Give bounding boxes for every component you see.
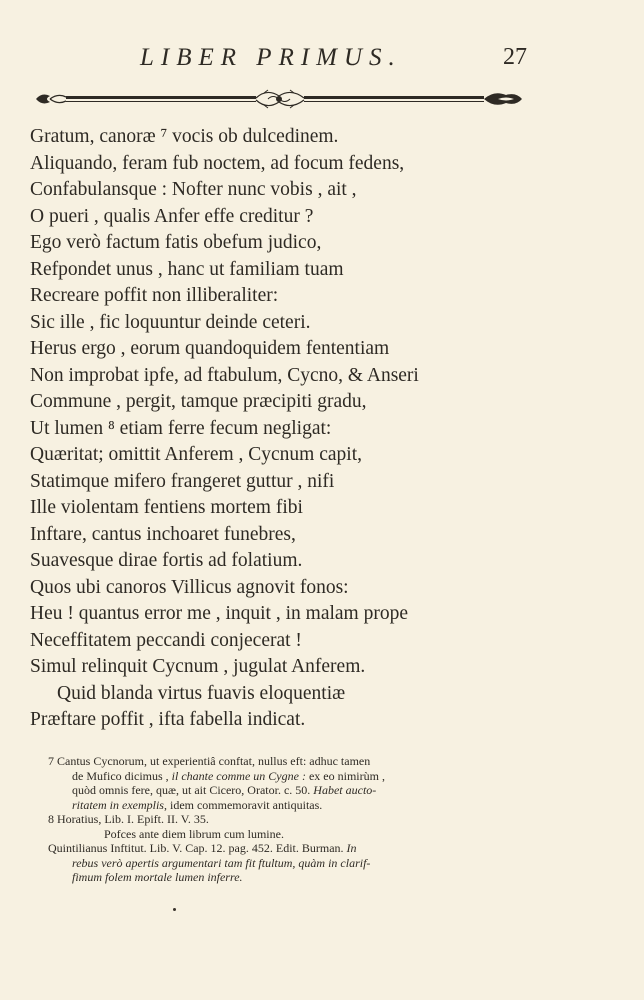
footnote-italic-text: In <box>346 841 357 855</box>
verse-line: Herus ergo , eorum quandoquidem fententiam <box>30 338 390 359</box>
footnote-italic-text: ritatem in exemplis <box>72 797 164 812</box>
footnote-line <box>48 812 548 827</box>
verse-line: Ego verò factum fatis obefum judico, <box>30 232 322 253</box>
running-title: LIBER PRIMUS. <box>140 44 402 71</box>
footnotes <box>48 754 548 885</box>
verse-line: Gratum, canoræ ⁷ vocis ob dulcedinem. <box>30 126 339 147</box>
footnote-line <box>48 856 548 871</box>
verse-line: O pueri , qualis Anfer effe creditur ? <box>30 205 314 227</box>
footnote-italic-text: rebus verò apertis argumentari tam fit ftultum, quàm in clarif- <box>72 855 371 870</box>
verse-line: Quid blanda virtus fuavis eloquentiæ <box>57 682 346 704</box>
footnote-italic-text: Habet aucto- <box>313 783 377 797</box>
footnote-italic-text: il chante comme un Cygne : <box>171 768 306 783</box>
verse-line: Præftare poffit , ifta fabella indicat. <box>30 709 306 730</box>
footnote-line <box>48 827 548 842</box>
verse-line: Quos ubi canoros Villicus agnovit fonos: <box>30 576 349 598</box>
decorative-rule-ornament <box>32 84 526 114</box>
footnote-line <box>48 783 548 798</box>
verse-line: Neceffitatem peccandi conjecerat ! <box>30 629 302 651</box>
running-head <box>0 44 644 80</box>
verse-line: Recreare poffit non illiberaliter: <box>30 285 279 306</box>
verse-line: Refpondet unus , hanc ut familiam tuam <box>30 258 344 280</box>
page-number: 27 <box>503 44 527 70</box>
footnote-line <box>48 754 548 769</box>
verse-line: Statimque mifero frangeret guttur , nifi <box>30 470 335 492</box>
verse-line: Heu ! quantus error me , inquit , in malam prope <box>30 603 408 624</box>
verse-line: Non improbat ipfe, ad ftabulum, Cycno, & Anseri <box>30 364 419 386</box>
verse-line: Ille violentam fentiens mortem fibi <box>30 497 303 518</box>
footnote-text: de Mufico dicimus , <box>72 768 172 783</box>
verse-line: Quæritat; omittit Anferem , Cycnum capit, <box>30 444 362 465</box>
verse-line: Ut lumen ⁸ etiam ferre fecum negligat: <box>30 417 332 439</box>
ink-speck <box>173 908 176 911</box>
footnote-text: Quintilianus Inftitut. Lib. V. Cap. 12. pag. 452. Edit. Burman. <box>48 841 347 855</box>
footnote-line <box>48 841 548 856</box>
footnote-line <box>48 769 548 784</box>
verse-line: Aliquando, feram fub noctem, ad focum fedens, <box>30 152 405 174</box>
footnote-line <box>48 798 548 813</box>
verse-line: Sic ille , fic loquuntur deinde ceteri. <box>30 311 311 333</box>
verse-line: Simul relinquit Cycnum , jugulat Anferem. <box>30 656 366 677</box>
verse-line: Inftare, cantus inchoaret funebres, <box>30 523 296 545</box>
footnote-text-rest: , idem commemoravit antiquitas. <box>163 797 323 812</box>
footnote-text: quòd omnis fere, quæ, ut ait Cicero, Orator. c. 50. <box>72 783 314 797</box>
footnote-line <box>48 870 548 885</box>
footnote-text-rest: ex eo nimirùm , <box>305 768 385 783</box>
verse-line: Confabulansque : Nofter nunc vobis , ait , <box>30 179 357 200</box>
footnote-text: 8 Horatius, Lib. I. Epift. II. V. 35. <box>48 812 209 826</box>
verse-line: Commune , pergit, tamque præcipiti gradu, <box>30 391 367 412</box>
footnote-text: 7 Cantus Cycnorum, ut experientiâ conftat, nullus eft: adhuc tamen <box>48 754 371 768</box>
verse-text <box>30 124 530 734</box>
footnote-text: Pofces ante diem librum cum lumine. <box>104 826 284 841</box>
footnote-italic-text: fimum folem mortale lumen inferre. <box>72 870 243 884</box>
verse-line: Suavesque dirae fortis ad folatium. <box>30 550 303 571</box>
